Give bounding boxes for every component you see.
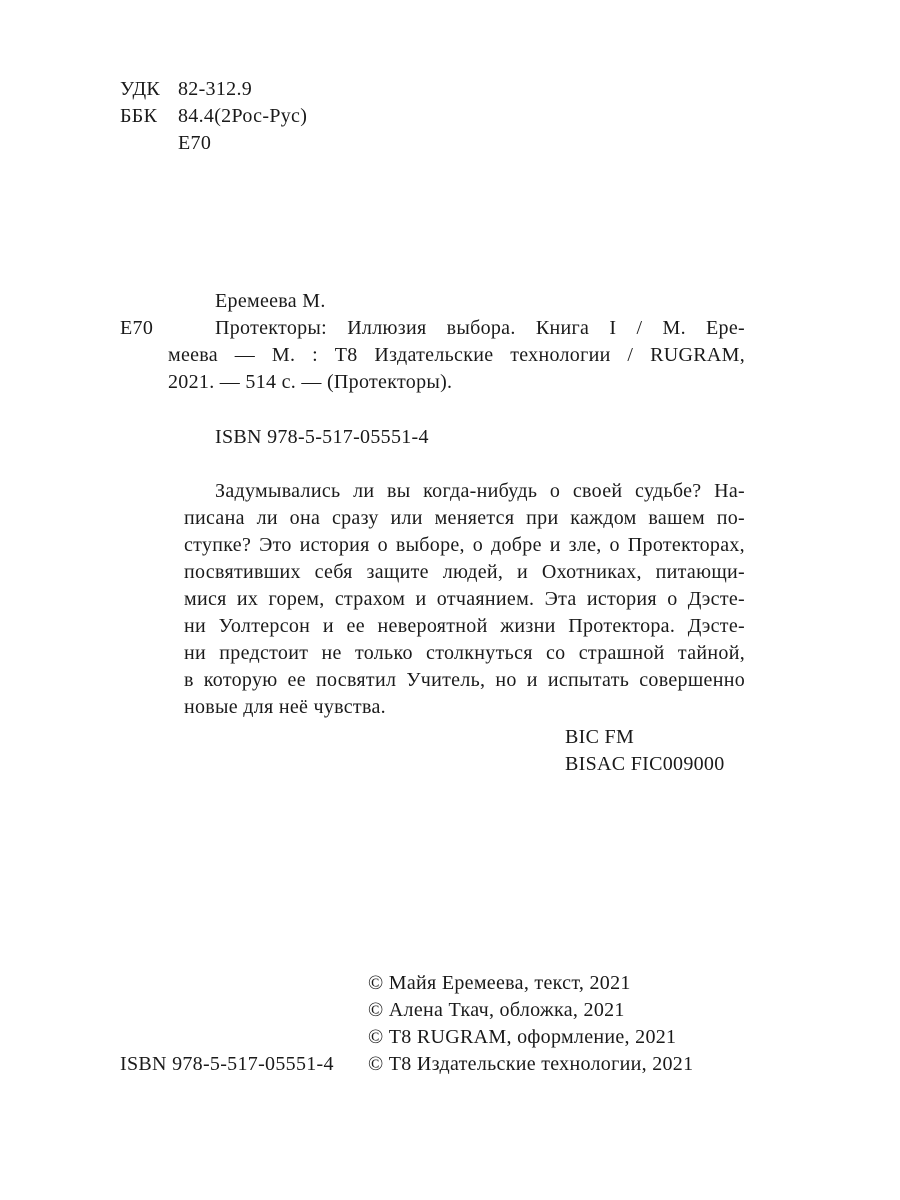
bbk-label: ББК bbox=[120, 105, 158, 127]
annotation-line: новые для неё чувства. bbox=[184, 696, 386, 718]
annotation-line: ни Уолтерсон и ее невероятной жизни Протектора. Дэсте- bbox=[184, 615, 745, 637]
bisac-code: BISAC FIC009000 bbox=[565, 753, 725, 775]
cataloging-entry bbox=[120, 288, 745, 396]
isbn-number-bottom: ISBN 978-5-517-05551-4 bbox=[120, 1053, 334, 1075]
catalog-line: меева — М. : Т8 Издательские технологии / RUGRAM, bbox=[168, 344, 745, 366]
udk-label: УДК bbox=[120, 78, 161, 100]
copyright-line: © Т8 RUGRAM, оформление, 2021 bbox=[368, 1026, 677, 1048]
isbn-number-top: ISBN 978-5-517-05551-4 bbox=[215, 426, 429, 448]
udk-row bbox=[120, 76, 307, 103]
annotation-line: Задумывались ли вы когда-нибудь о своей судьбе? На- bbox=[215, 480, 745, 502]
bbk-value: 84.4(2Рос-Рус) bbox=[178, 105, 308, 127]
copyright-lines bbox=[368, 970, 693, 1078]
annotation-paragraph bbox=[184, 478, 745, 721]
author-name: Еремеева М. bbox=[215, 290, 326, 312]
annotation-line: ступке? Это история о выборе, о добре и зле, о Протекторах, bbox=[184, 534, 745, 556]
catalog-line: 2021. — 514 с. — (Протекторы). bbox=[168, 371, 453, 393]
copyright-line: © Майя Еремеева, текст, 2021 bbox=[368, 972, 631, 994]
classification-codes bbox=[565, 724, 725, 778]
catalog-line: Протекторы: Иллюзия выбора. Книга I / М. Ере- bbox=[215, 317, 745, 339]
annotation-line: в которую ее посвятил Учитель, но и испытать совершенно bbox=[184, 669, 745, 691]
annotation-line: ни предстоит не только столкнуться со страшной тайной, bbox=[184, 642, 745, 664]
author-code: Е70 bbox=[178, 132, 212, 154]
catalog-code: Е70 bbox=[120, 317, 154, 339]
copyright-line: © Т8 Издательские технологии, 2021 bbox=[368, 1053, 694, 1075]
author-code-row bbox=[120, 130, 307, 157]
udk-bbk-block bbox=[120, 76, 307, 157]
bic-code: BIC FM bbox=[565, 726, 635, 748]
udk-value: 82-312.9 bbox=[178, 78, 253, 100]
annotation-line: мися их горем, страхом и отчаянием. Эта история о Дэсте- bbox=[184, 588, 745, 610]
annotation-line: писана ли она сразу или меняется при каждом вашем по- bbox=[184, 507, 745, 529]
bbk-row bbox=[120, 103, 307, 130]
annotation-line: посвятивших себя защите людей, и Охотниках, питающи- bbox=[184, 561, 745, 583]
copyright-line: © Алена Ткач, обложка, 2021 bbox=[368, 999, 625, 1021]
